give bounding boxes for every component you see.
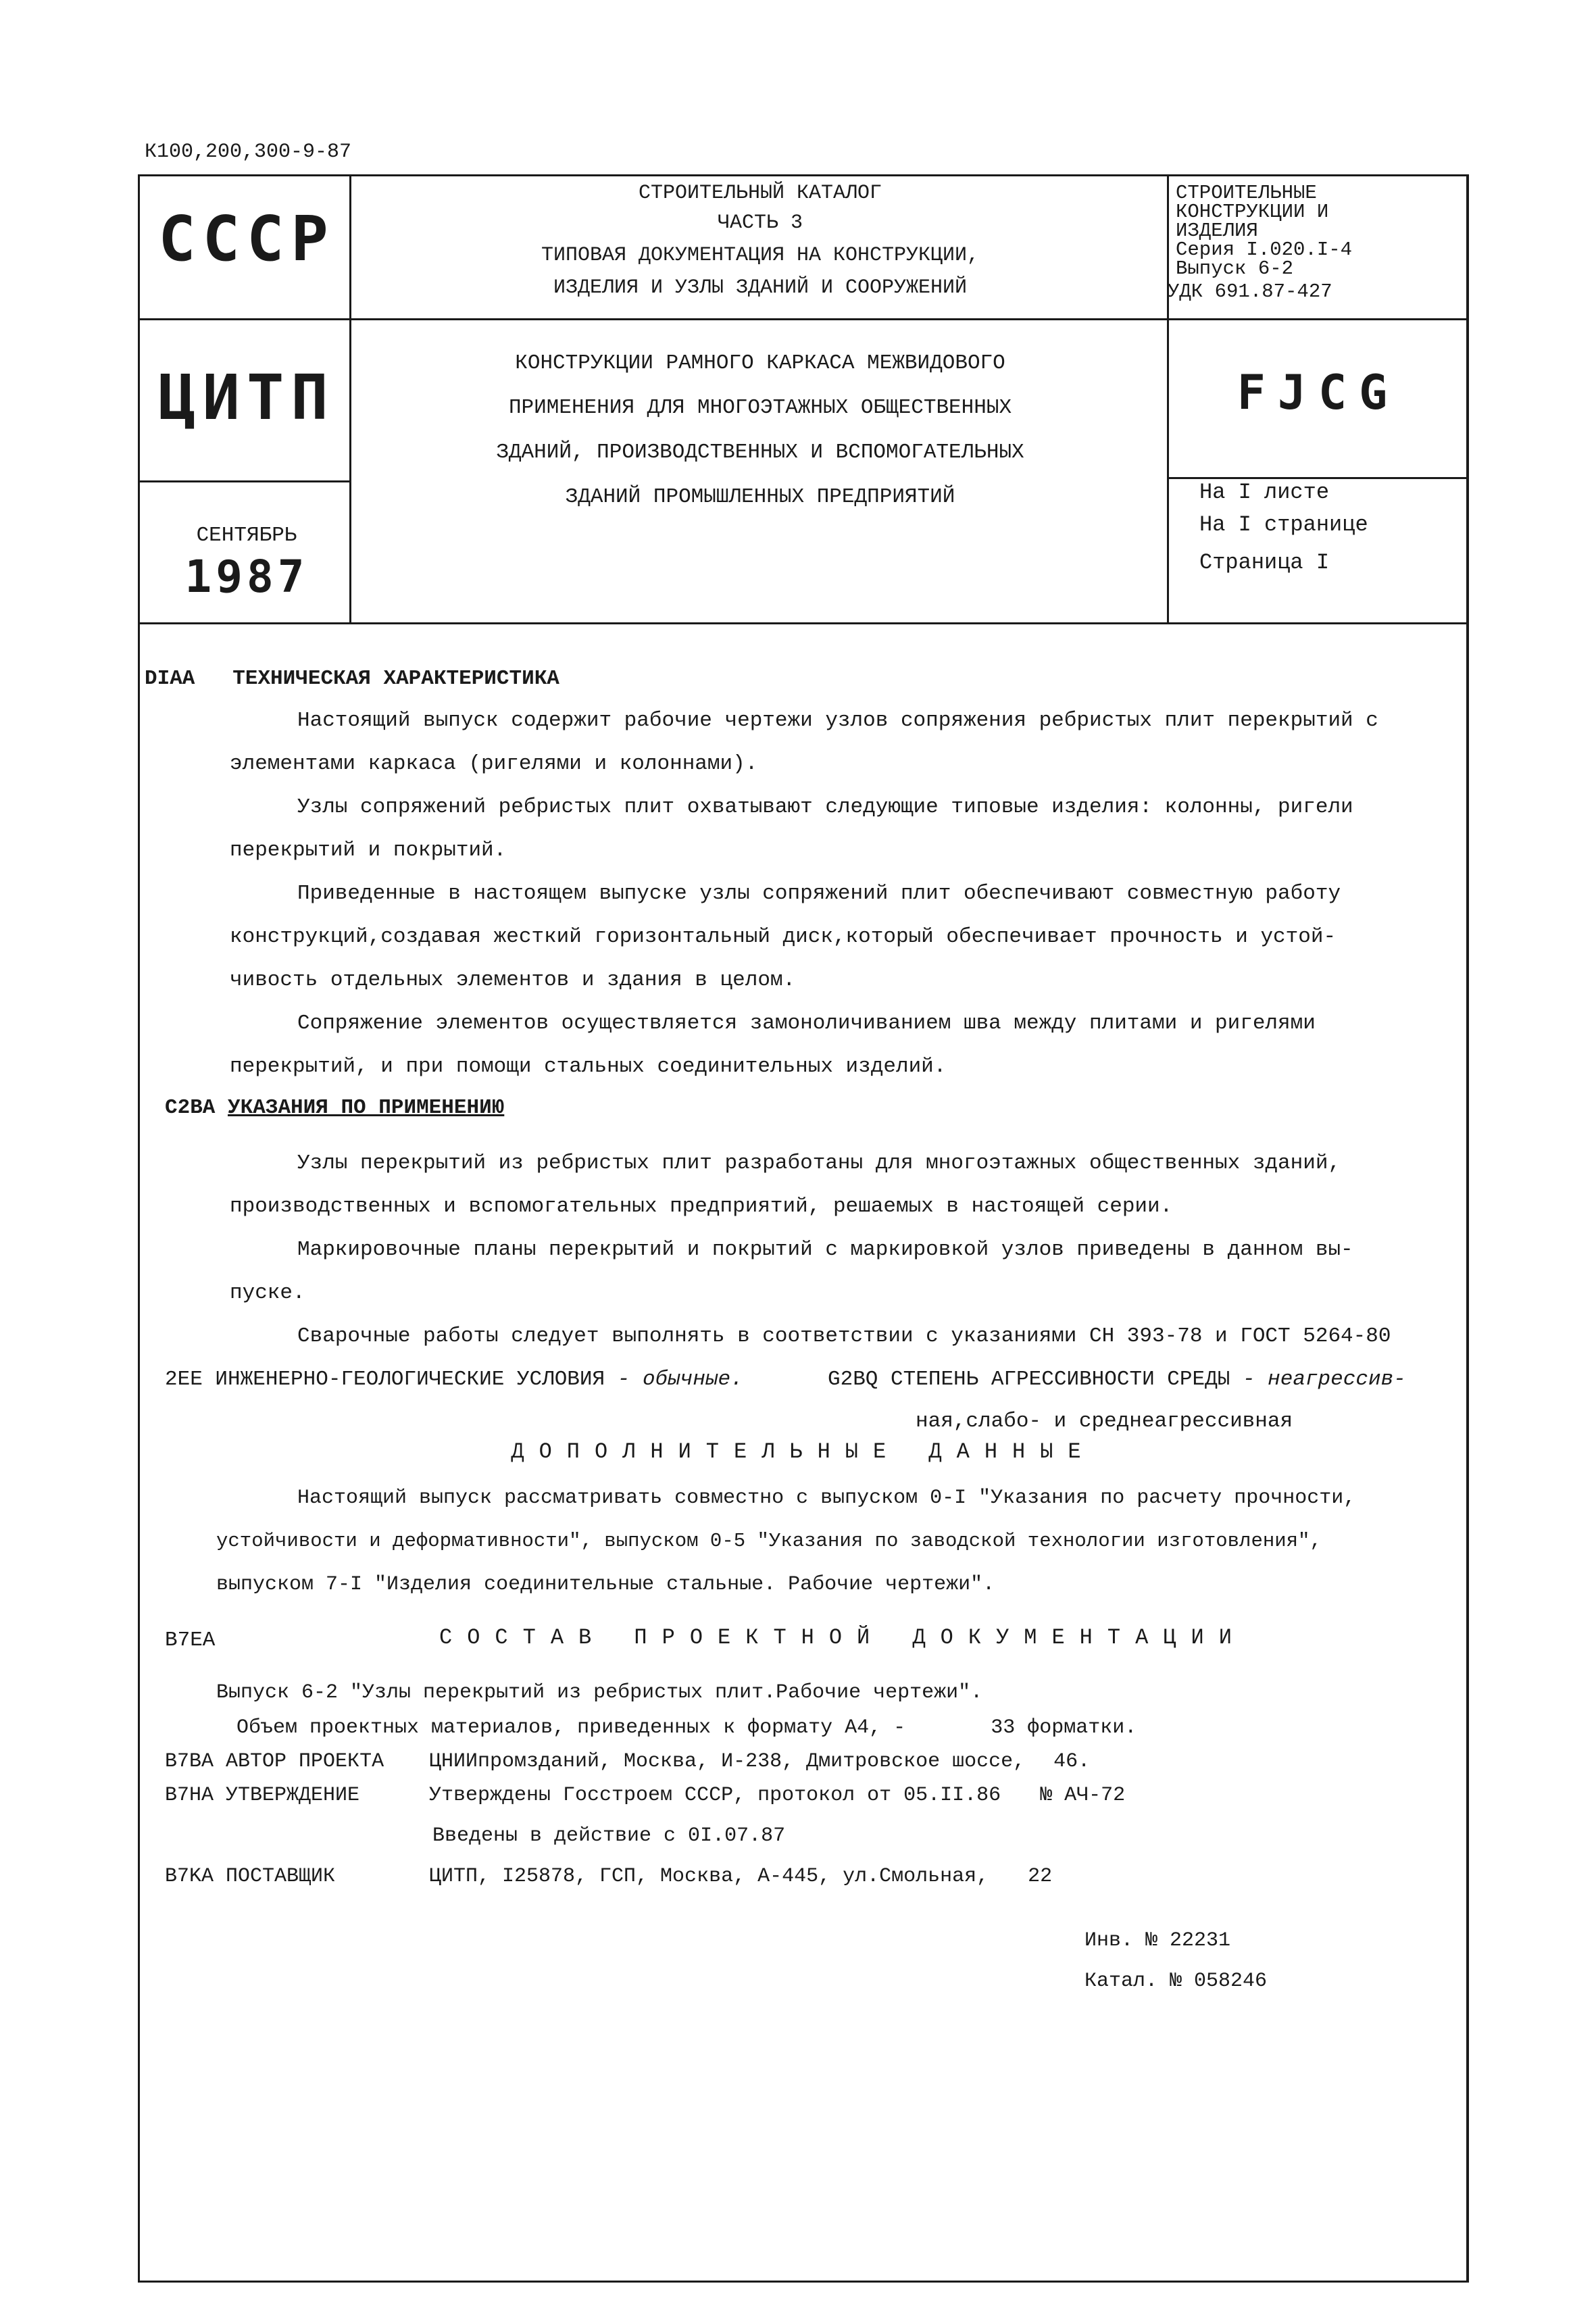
- aggressive-title: СТЕПЕНЬ АГРЕССИВНОСТИ СРЕДЫ: [891, 1368, 1230, 1391]
- title-line: ЗДАНИЙ, ПРОИЗВОДСТВЕННЫХ И ВСПОМОГАТЕЛЬНЫХ: [496, 441, 1024, 464]
- usage-code: C2BA: [165, 1096, 216, 1120]
- header-divider-bottom: [140, 622, 1468, 624]
- catalog-line: СТРОИТЕЛЬНЫЙ КАТАЛОГ: [638, 182, 882, 205]
- sheet-count: На I листе: [1199, 480, 1330, 505]
- country-logo: СССР: [158, 203, 335, 275]
- extra-line: Настоящий выпуск рассматривать совместно с выпуском 0-I "Указания по расчету прочности,: [297, 1487, 1356, 1510]
- usage-line: Маркировочные планы перекрытий и покрытий с маркировкой узлов приведены в данном вы-: [297, 1238, 1353, 1262]
- aggressive-value-cont: ная,слабо- и среднеагрессивная: [916, 1410, 1293, 1433]
- udk-number: УДК 691.87-427: [1168, 280, 1332, 303]
- catalog-number: Катал. № 058246: [1084, 1970, 1268, 1993]
- tech-line: перекрытий и покрытий.: [230, 839, 507, 862]
- header-divider-left: [140, 480, 349, 482]
- catalog-line: ТИПОВАЯ ДОКУМЕНТАЦИЯ НА КОНСТРУКЦИИ,: [541, 244, 980, 267]
- extra-body: [216, 1476, 1466, 1606]
- supplier-value: ЦИТП, I25878, ГСП, Москва, А-445, ул.Смольная,: [429, 1865, 989, 1888]
- approval-code: B7HA: [165, 1784, 214, 1807]
- approval-effective: Введены в действие с 0I.07.87: [432, 1824, 786, 1847]
- extra-line: выпуском 7-I "Изделия соединительные стальные. Рабочие чертежи".: [216, 1573, 995, 1596]
- geology-row: [165, 1358, 743, 1401]
- title-line: ЗДАНИЙ ПРОМЫШЛЕННЫХ ПРЕДПРИЯТИЙ: [565, 485, 955, 509]
- supplier-row: [165, 1865, 335, 1888]
- composition-volume-label: Объем проектных материалов, приведенных к формату А4, -: [236, 1716, 906, 1739]
- usage-heading: [165, 1095, 504, 1122]
- approval-row: [165, 1784, 359, 1807]
- title-line: КОНСТРУКЦИИ РАМНОГО КАРКАСА МЕЖВИДОВОГО: [515, 351, 1005, 375]
- org-logo: ЦИТП: [158, 362, 335, 434]
- month: СЕНТЯБРЬ: [196, 524, 297, 547]
- tech-body: [230, 699, 1466, 1089]
- author-value-row: [429, 1750, 1090, 1773]
- aggressive-code: G2BQ: [828, 1368, 878, 1391]
- author-num: 46.: [1053, 1750, 1091, 1773]
- tech-line: конструкций,создавая жесткий горизонтальный диск,который обеспечивает прочность и устой-: [230, 925, 1337, 949]
- header-divider-1: [140, 318, 1468, 320]
- geology-code: 2ЕЕ: [165, 1368, 203, 1391]
- tech-line: перекрытий, и при помощи стальных соединительных изделий.: [230, 1055, 947, 1078]
- author-code: B7BA: [165, 1750, 214, 1773]
- composition-line2: [236, 1716, 1137, 1739]
- usage-line: Сварочные работы следует выполнять в соответствии с указаниями СН 393-78 и ГОСТ 5264-80: [297, 1324, 1391, 1348]
- title-block: [351, 341, 1169, 520]
- aggressive-value: - неагрессив-: [1242, 1368, 1406, 1391]
- supplier-title: ПОСТАВЩИК: [226, 1865, 336, 1888]
- catalog-line: ЧАСТЬ 3: [717, 211, 803, 234]
- catalog-line: ИЗДЕЛИЯ И УЗЛЫ ЗДАНИЙ И СООРУЖЕНИЙ: [553, 276, 968, 299]
- approval-value: Утверждены Госстроем СССР, протокол от 05.II.86: [429, 1784, 1001, 1807]
- series-line: КОНСТРУКЦИИ И: [1176, 201, 1329, 223]
- usage-line: производственных и вспомогательных предприятий, решаемых в настоящей серии.: [230, 1195, 1173, 1218]
- author-value: ЦНИИпромзданий, Москва, И-238, Дмитровское шоссе,: [429, 1750, 1026, 1773]
- catalog-block: [351, 181, 1169, 300]
- approval-value-row: [429, 1784, 1125, 1807]
- issue-number: Выпуск 6-2: [1176, 257, 1294, 280]
- tech-line: Настоящий выпуск содержит рабочие чертежи узлов сопряжения ребристых плит перекрытий с: [297, 709, 1378, 732]
- tech-line: Узлы сопряжений ребристых плит охватывают следующие типовые изделия: колонны, ригели: [297, 795, 1353, 819]
- supplier-value-row: [429, 1865, 1052, 1888]
- series-number: Серия I.020.I-4: [1176, 239, 1353, 261]
- tech-line: элементами каркаса (ригелями и колоннами).: [230, 752, 758, 776]
- tech-line: Сопряжение элементов осуществляется замоноличиванием шва между плитами и ригелями: [297, 1012, 1316, 1035]
- aggressive-row: [828, 1358, 1406, 1401]
- tech-code: DIAA: [145, 667, 195, 691]
- document-class-code: FJCG: [1237, 365, 1400, 420]
- tech-line: Приведенные в настоящем выпуске узлы сопряжений плит обеспечивают совместную работу: [297, 882, 1341, 905]
- title-line: ПРИМЕНЕНИЯ ДЛЯ МНОГОЭТАЖНЫХ ОБЩЕСТВЕННЫХ: [508, 396, 1012, 420]
- page-number: Страница I: [1199, 550, 1330, 575]
- composition-title: СОСТАВ ПРОЕКТНОЙ ДОКУМЕНТАЦИИ: [439, 1625, 1247, 1650]
- usage-title: УКАЗАНИЯ ПО ПРИМЕНЕНИЮ: [228, 1096, 505, 1120]
- series-line: СТРОИТЕЛЬНЫЕ: [1176, 182, 1317, 204]
- composition-line1: Выпуск 6-2 "Узлы перекрытий из ребристых плит.Рабочие чертежи".: [216, 1681, 983, 1704]
- approval-title: УТВЕРЖДЕНИЕ: [226, 1784, 360, 1807]
- year: 1987: [184, 551, 309, 603]
- series-line: ИЗДЕЛИЯ: [1176, 220, 1258, 242]
- supplier-code: B7KA: [165, 1865, 214, 1888]
- geology-value: - обычные.: [617, 1368, 743, 1391]
- series-block: [1168, 182, 1460, 303]
- page-count: На I странице: [1199, 512, 1368, 537]
- sheet-info: [1199, 476, 1456, 579]
- tech-title: ТЕХНИЧЕСКАЯ ХАРАКТЕРИСТИКА: [232, 667, 559, 691]
- tech-line: чивость отдельных элементов и здания в целом.: [230, 968, 796, 992]
- document-code: К100,200,300-9-87: [145, 141, 352, 164]
- composition-code: B7EA: [165, 1628, 216, 1652]
- usage-line: Узлы перекрытий из ребристых плит разработаны для многоэтажных общественных зданий,: [297, 1151, 1341, 1175]
- supplier-num: 22: [1028, 1865, 1053, 1888]
- inventory-number: Инв. № 22231: [1084, 1929, 1231, 1952]
- extra-title: ДОПОЛНИТЕЛЬНЫЕ ДАННЫЕ: [511, 1439, 1096, 1464]
- usage-line: пуске.: [230, 1281, 305, 1305]
- extra-line: устойчивости и деформативности", выпуском 0-5 "Указания по заводской технологии изготовления",: [216, 1530, 1322, 1552]
- author-row: [165, 1750, 384, 1773]
- composition-volume-value: 33 форматки.: [991, 1716, 1137, 1739]
- usage-body: [230, 1142, 1466, 1358]
- geology-title: ИНЖЕНЕРНО-ГЕОЛОГИЧЕСКИЕ УСЛОВИЯ: [215, 1368, 605, 1391]
- author-title: АВТОР ПРОЕКТА: [226, 1750, 384, 1773]
- approval-num: № АЧ-72: [1040, 1784, 1126, 1807]
- tech-heading: [145, 666, 559, 693]
